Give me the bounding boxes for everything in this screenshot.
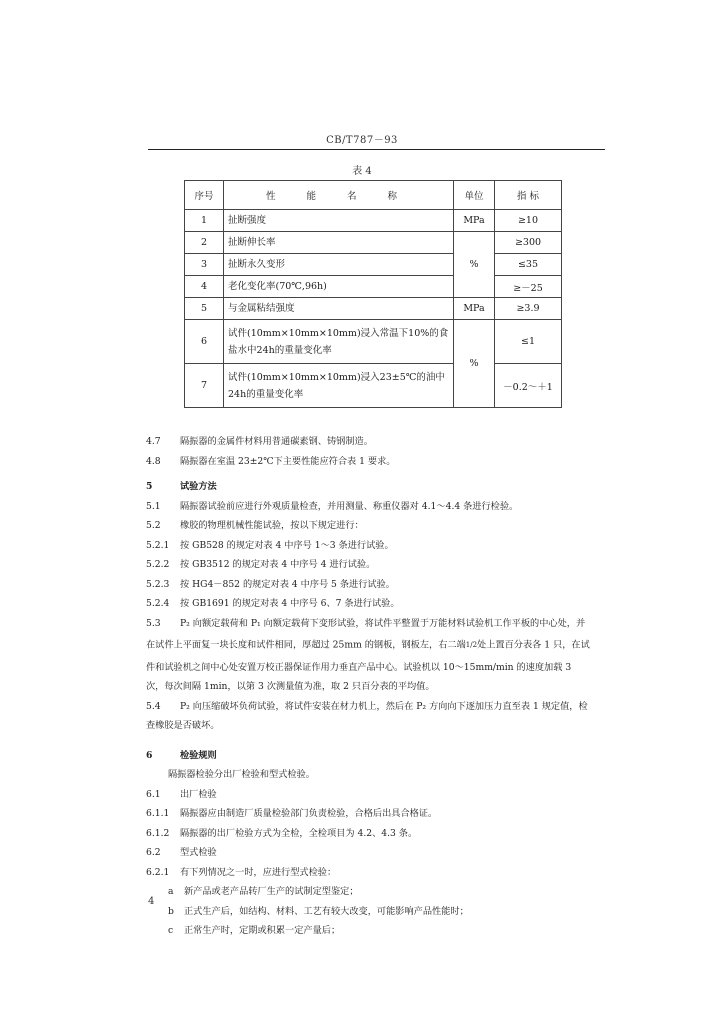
table-row xyxy=(185,298,562,320)
row-no: 3 xyxy=(185,254,224,276)
clause-5-2-2: 5.2.2 按 GB3512 的规定对表 4 中序号 4 进行试验。 xyxy=(146,559,376,570)
row-unit: MPa xyxy=(454,210,495,232)
header-unit: 单位 xyxy=(454,181,495,210)
table-row xyxy=(185,254,562,276)
list-item-c: c 正常生产时，定期或积累一定产量后； xyxy=(168,925,341,936)
row-value: ≥10 xyxy=(495,210,562,232)
clause-5-2-1: 5.2.1 按 GB528 的规定对表 4 中序号 1～3 条进行试验。 xyxy=(146,539,394,551)
row-value: －0.2～＋1 xyxy=(495,364,562,408)
row-value: ≥3.9 xyxy=(495,298,562,320)
clause-4-7: 4.7 隔振器的金属件材料用普通碳素钢、铸钢制造。 xyxy=(146,436,373,447)
section-5-heading: 5 试验方法 xyxy=(146,481,217,492)
row-value: ≥300 xyxy=(495,232,562,254)
standard-code-header: CB/T787－93 xyxy=(326,135,398,146)
clause-5-4: 5.4 P₂ 向压缩破坏负荷试验，将试件安装在材力机上，然后在 P₂ 方向向下逐加压力直至表 1 规定值，检 xyxy=(146,700,588,712)
document-body xyxy=(146,432,606,941)
row-no: 4 xyxy=(185,276,224,298)
row-unit-merged: % xyxy=(454,232,495,298)
row-name: 扯断永久变形 xyxy=(224,254,454,276)
row-name: 与金属粘结强度 xyxy=(224,298,454,320)
clause-4-8: 4.8 隔振器在室温 23±2℃下主要性能应符合表 1 要求。 xyxy=(146,455,396,467)
clause-5-3-cont: 在试件上平面复一块长度和试件相同，厚超过 25mm 的钢板，钢板左，右二端1/2处上置百分表各 1 只，在试 xyxy=(146,639,590,651)
row-value: ≤1 xyxy=(495,320,562,364)
page-number: 4 xyxy=(148,896,155,907)
clause-5-2-3: 5.2.3 按 HG4－852 的规定对表 4 中序号 5 条进行试验。 xyxy=(146,578,395,590)
row-no: 6 xyxy=(185,320,224,364)
row-no: 1 xyxy=(185,210,224,232)
row-unit: MPa xyxy=(454,298,495,320)
table-row xyxy=(185,320,562,364)
performance-table xyxy=(184,180,562,408)
clause-6-2-1: 6.2.1 有下列情况之一时，应进行型式检验： xyxy=(146,866,337,878)
table-header-row xyxy=(185,181,562,210)
row-no: 5 xyxy=(185,298,224,320)
table-row xyxy=(185,276,562,298)
table-row xyxy=(185,232,562,254)
header-rule xyxy=(148,149,605,150)
fraction-half: 1/2 xyxy=(465,641,478,649)
row-name: 试件(10mm×10mm×10mm)浸入常温下10%的食盐水中24h的重量变化率 xyxy=(224,320,454,364)
row-no: 7 xyxy=(185,364,224,408)
row-name: 试件(10mm×10mm×10mm)浸入23±5℃的油中24h的重量变化率 xyxy=(224,364,454,408)
clause-5-3-cont: 件和试验机之间中心处安置万校正器保证作用力垂直产品中心。试验机以 10～15mm/min 的速度加载 3 xyxy=(146,661,572,673)
row-no: 2 xyxy=(185,232,224,254)
clause-5-4-cont: 查橡胶是否破坏。 xyxy=(146,720,220,731)
clause-5-1: 5.1 隔振器试验前应进行外观质量检查，并用测量、称重仪器对 4.1～4.4 条进行检验。 xyxy=(146,500,519,512)
row-unit-merged: % xyxy=(454,320,495,408)
row-value: ≤35 xyxy=(495,254,562,276)
clause-6-1-2: 6.1.2 隔振器的出厂检验方式为全检，全检项目为 4.2、4.3 条。 xyxy=(146,827,418,839)
table-row xyxy=(185,210,562,232)
row-name: 扯断伸长率 xyxy=(224,232,454,254)
section-6-intro: 隔振器检验分出厂检验和型式检验。 xyxy=(168,769,315,780)
header-name: 性 能 名 称 xyxy=(224,181,454,210)
clause-5-3: 5.3 P₂ 向额定载荷和 P₁ 向额定载荷下变形试验，将试件平整置于万能材料试验机工作平板的中心处，并 xyxy=(146,617,586,629)
clause-6-2: 6.2 型式检验 xyxy=(146,847,217,858)
list-item-a: a 新产品或老产品转厂生产的试制定型鉴定； xyxy=(168,886,359,897)
row-name: 扯断强度 xyxy=(224,210,454,232)
row-value: ≥－25 xyxy=(495,276,562,298)
row-name: 老化变化率(70℃,96h) xyxy=(224,276,454,298)
table-row xyxy=(185,364,562,408)
clause-6-1-1: 6.1.1 隔振器应由制造厂质量检验部门负责检验，合格后出具合格证。 xyxy=(146,808,438,819)
clause-5-2: 5.2 橡胶的物理机械性能试验，按以下规定进行： xyxy=(146,520,364,531)
header-value: 指 标 xyxy=(495,181,562,210)
list-item-b: b 正式生产后，如结构、材料、工艺有较大改变，可能影响产品性能时； xyxy=(168,905,469,917)
section-6-heading: 6 检验规则 xyxy=(146,749,217,761)
table-caption: 表 4 xyxy=(352,166,372,177)
clause-5-2-4: 5.2.4 按 GB1691 的规定对表 4 中序号 6、7 条进行试验。 xyxy=(146,598,400,609)
clause-5-3-cont: 次，每次间隔 1min，以第 3 次测量值为准，取 2 只百分表的平均值。 xyxy=(146,681,435,692)
header-no: 序号 xyxy=(185,181,224,210)
clause-6-1: 6.1 出厂检验 xyxy=(146,788,217,800)
